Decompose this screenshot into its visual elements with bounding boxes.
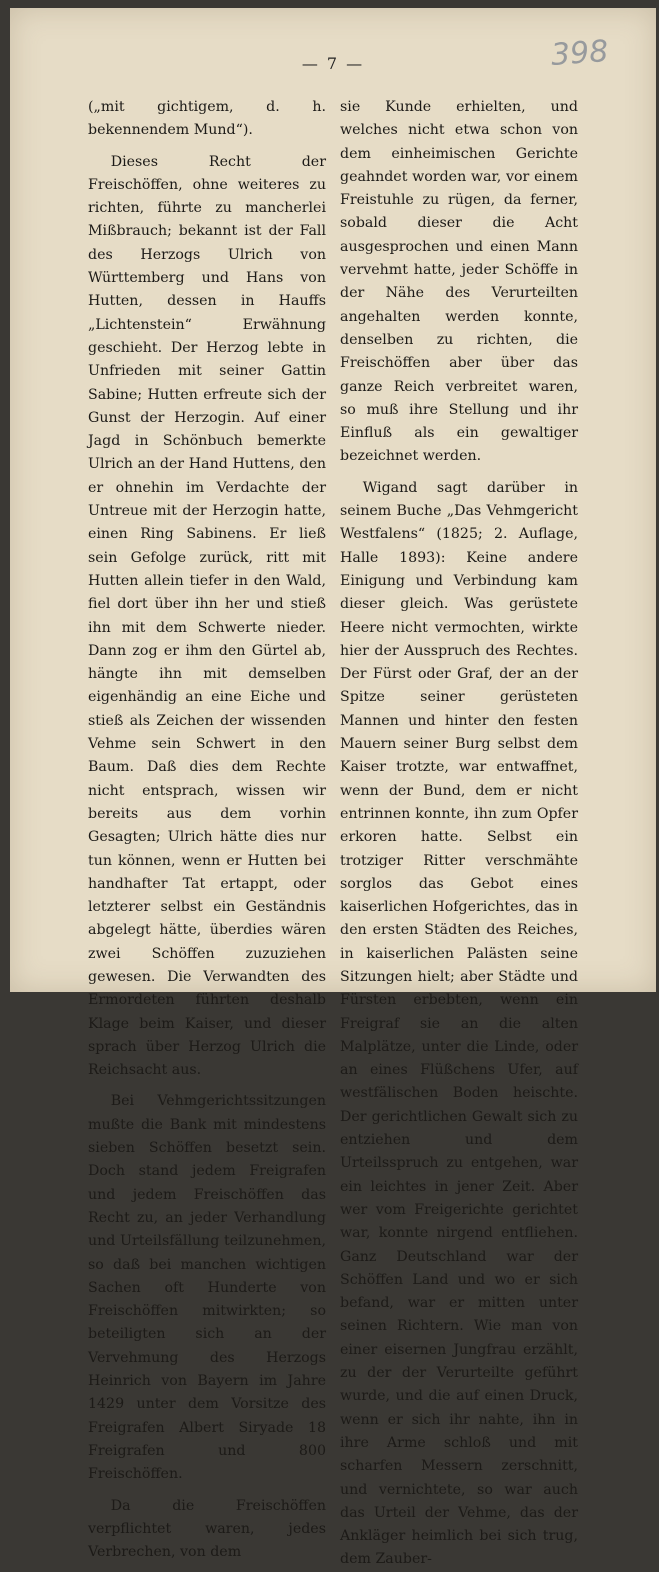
paragraph: Wigand sagt darüber in seinem Buche „Das Vehmgericht Westfalens“ (1825; 2. Auflage, Halle 1893): Keine andere Einigung und Verbindung kam dieser gleich. Was gerüstete Heere nicht vermochten, wirkte hier der Ausspruch des Rechtes. Der Fürst oder Graf, der an der Spitze seiner gerüsteten Mannen und hinter den festen Mauern seiner Burg selbst dem Kaiser trotzte, war entwaffnet, wenn der Bund, dem er nicht entrinnen konnte, ihn zum Opfer erkoren hatte. Selbst ein trotziger Ritter verschmähte sorglos das Gebot eines kaiserlichen Hofgerichtes, das in den ersten Städten des Reiches, in kaiserlichen Palästen seine Sitzungen hielt; aber Städte und Fürsten erbebten, wenn ein Freigraf sie an die alten Malplätze, unter die Linde, oder an eines Flüßchens Ufer, auf westfälischen Boden heischte. Der gerichtlichen Gewalt sich zu entziehen und dem Urteilsspruch zu entgehen, war ein leichtes in jener Zeit. Aber wer vom Freigerichte gerichtet war, konnte nirgend entfliehen. Ganz Deutschland war der Schöffen Land und wo er sich befand, war er mitten unter seinen Richtern. Wie man von einer eisernen Jungfrau erzählt, zu der der Verurteilte geführt wurde, und die auf einen Druck, wenn er sich ihr nahte, ihn in ihre Arme schloß und mit scharfen Messern zerschnitt, und vernichtete, so war auch das Urteil der Vehme, das der Ankläger heimlich bei sich trug, dem Zauber-: [340, 479, 578, 1568]
right-column: [340, 96, 578, 1572]
page-number: — 7 —: [301, 54, 365, 73]
paragraph: („mit gichtigem, d. h. bekennendem Mund“).: [88, 99, 326, 139]
archive-number-mark: 398: [549, 34, 610, 73]
left-column: [88, 96, 326, 1564]
paragraph: sie Kunde erhielten, und welches nicht etwa schon von dem einheimischen Gerichte geahndet worden war, vor einem Freistuhle zu rügen, da ferner, sobald dieser die Acht ausgesprochen und einen Mann vervehmt hatte, jeder Schöffe in der Nähe des Verurteilten angehalten werden konnte, denselben zu richten, die Freischöffen aber über das ganze Reich verbreitet waren, so muß ihre Stellung und ihr Einfluß als ein gewaltiger bezeichnet werden.: [340, 99, 578, 465]
paragraph: Da die Freischöffen verpflichtet waren, jedes Verbrechen, von dem: [88, 1497, 326, 1561]
paragraph: Dieses Recht der Freischöffen, ohne weiteres zu richten, führte zu mancherlei Mißbrauch; bekannt ist der Fall des Herzogs Ulrich von Württemberg und Hans von Hutten, dessen in Hauffs „Lichtenstein“ Erwähnung geschieht. Der Herzog lebte in Unfrieden mit seiner Gattin Sabine; Hutten erfreute sich der Gunst der Herzogin. Auf einer Jagd in Schönbuch bemerkte Ulrich an der Hand Huttens, den er ohnehin im Verdachte der Untreue mit der Herzogin hatte, einen Ring Sabinens. Er ließ sein Gefolge zurück, ritt mit Hutten allein tiefer in den Wald, fiel dort über ihn her und stieß ihn mit dem Schwerte nieder. Dann zog er ihm den Gürtel ab, hängte ihn mit demselben eigenhändig an eine Eiche und stieß als Zeichen der wissenden Vehme sein Schwert in den Baum. Daß dies dem Rechte nicht entsprach, wissen wir bereits aus dem vorhin Gesagten; Ulrich hätte dies nur tun können, wenn er Hutten bei handhafter Tat ertappt, oder letzterer selbst ein Geständnis abgelegt hätte, überdies wären zwei Schöffen zuzuziehen gewesen. Die Verwandten des Ermordeten führten deshalb Klage beim Kaiser, und dieser sprach über Herzog Ulrich die Reichsacht aus.: [88, 153, 326, 1079]
document-page: [10, 8, 656, 1568]
paragraph: Bei Vehmgerichtssitzungen mußte die Bank mit mindestens sieben Schöffen besetzt sein. Doch stand jedem Freigrafen und jedem Freischöffen das Recht zu, an jeder Verhandlung und Urteilsfällung teilzunehmen, so daß bei manchen wichtigen Sachen oft Hunderte von Freischöffen mitwirkten; so beteiligten sich an der Vervehmung des Herzogs Heinrich von Bayern im Jahre 1429 unter dem Vorsitze des Freigrafen Albert Siryade 18 Freigrafen und 800 Freischöffen.: [88, 1093, 326, 1483]
